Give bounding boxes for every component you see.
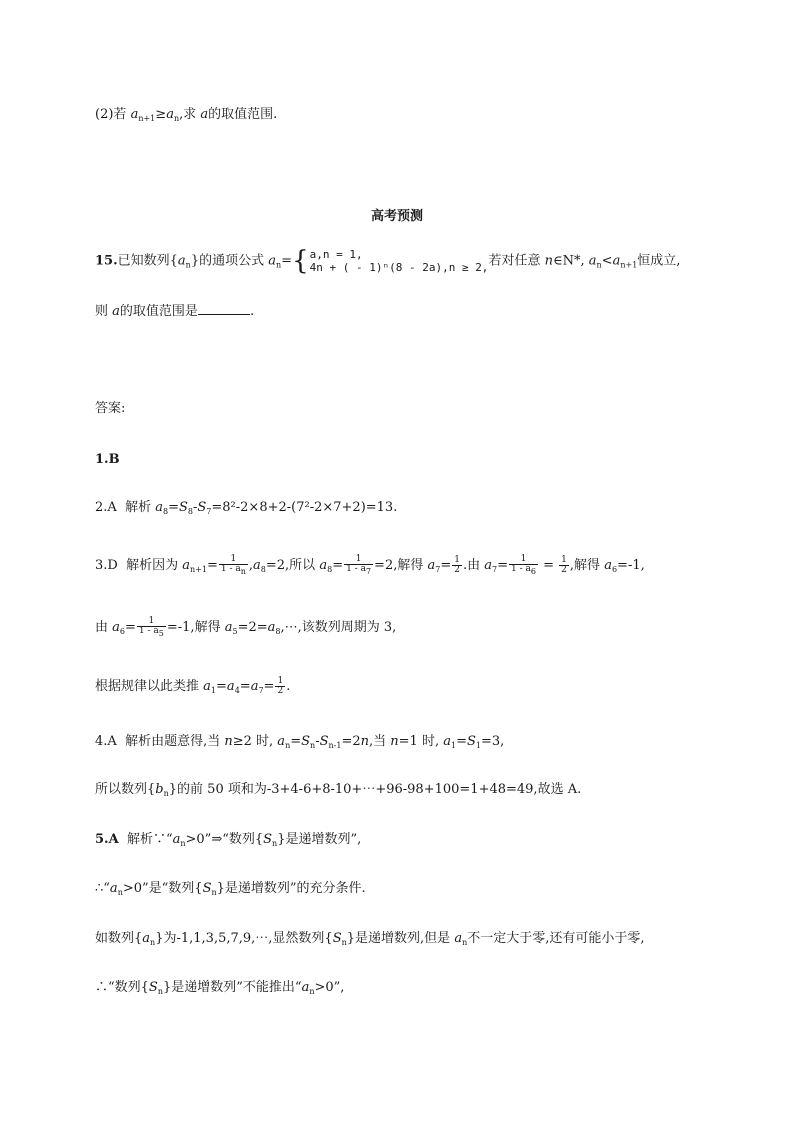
answer-3-line-2: 由 $a_6=$ $\frac{1}{1 - a_5}$ =-1,解得 $a_5=2=a_8,\cdots$,该数列周期为 3,	[95, 616, 397, 638]
question-15-line: 15.已知数列$\{a_n\}$的通项公式 $a_n=${ a,n = 1, 4n + ( - 1)ⁿ(8 - 2a),n ≥ 2, 若对任意 n∈N*, $a_n<a_{n+1}$恒成立,	[95, 246, 681, 276]
answer-5-line-2: $\therefore“a_n>0$”是“数列$\{S_n\}$是递增数列”的充分条件.	[95, 881, 366, 897]
answers-label: 答案:	[95, 401, 126, 416]
question-2-line: (2)若 $a_{n+1}\ge a_n$,求 a的取值范围.	[95, 107, 278, 123]
answer-5: 5.A 解析$\because“a_n>0”\Rightarrow“$数列$\{S_n\}$是递增数列”,	[95, 832, 362, 848]
answer-4-line-2: 所以数列$\{b_n\}$的前 50 项和为-3+4-6+8-10+⋯+96-98+100=1+48=49,故选 A.	[95, 782, 582, 798]
answer-1: 1.B	[95, 452, 120, 467]
section-title: 高考预测	[370, 209, 423, 224]
answer-3-line-3: 根据规律以此类推 $a_1=a_4=a_7=$ $\frac{1}{2}$ .	[95, 676, 291, 696]
answer-5-line-3: 如数列$\{a_n\}$为-1,1,3,5,7,9,⋯,显然数列$\{S_n\}$是递增数列,但是 $a_n$不一定大于零,还有可能小于零,	[95, 931, 645, 947]
question-15-line-2: 则 a的取值范围是 .	[95, 304, 255, 319]
answer-5-line-4: ∴“数列$\{S_n\}$是递增数列”不能推出“$a_n>0$”,	[95, 980, 345, 996]
answer-2: 2.A 解析 $a_8=S_8-S_7=8^2-2\times 8+2-(7^2-2\times 7+2)=13$.	[95, 500, 398, 516]
answer-4: 4.A 解析由题意得,当 n≥2 时, $a_n=S_n-S_{n-1}=2n$,当 n=1 时, $a_1=S_1=3$,	[95, 734, 505, 750]
answer-blank[interactable]	[198, 302, 250, 315]
answer-3: 3.D 解析因为 $a_{n+1}=$ $\frac{1}{1 - a_n}$ $,a_8=2$,所以 $a_8=$ $\frac{1}{1 - a_7}$ =2,解得 $a_7=$ $\frac{1}{2}$ .由 $a_7=$ $\frac{1}{1 - a_6}$ = $\frac{1}{2}$ ,解得 $a_6=-1$,	[95, 554, 645, 576]
